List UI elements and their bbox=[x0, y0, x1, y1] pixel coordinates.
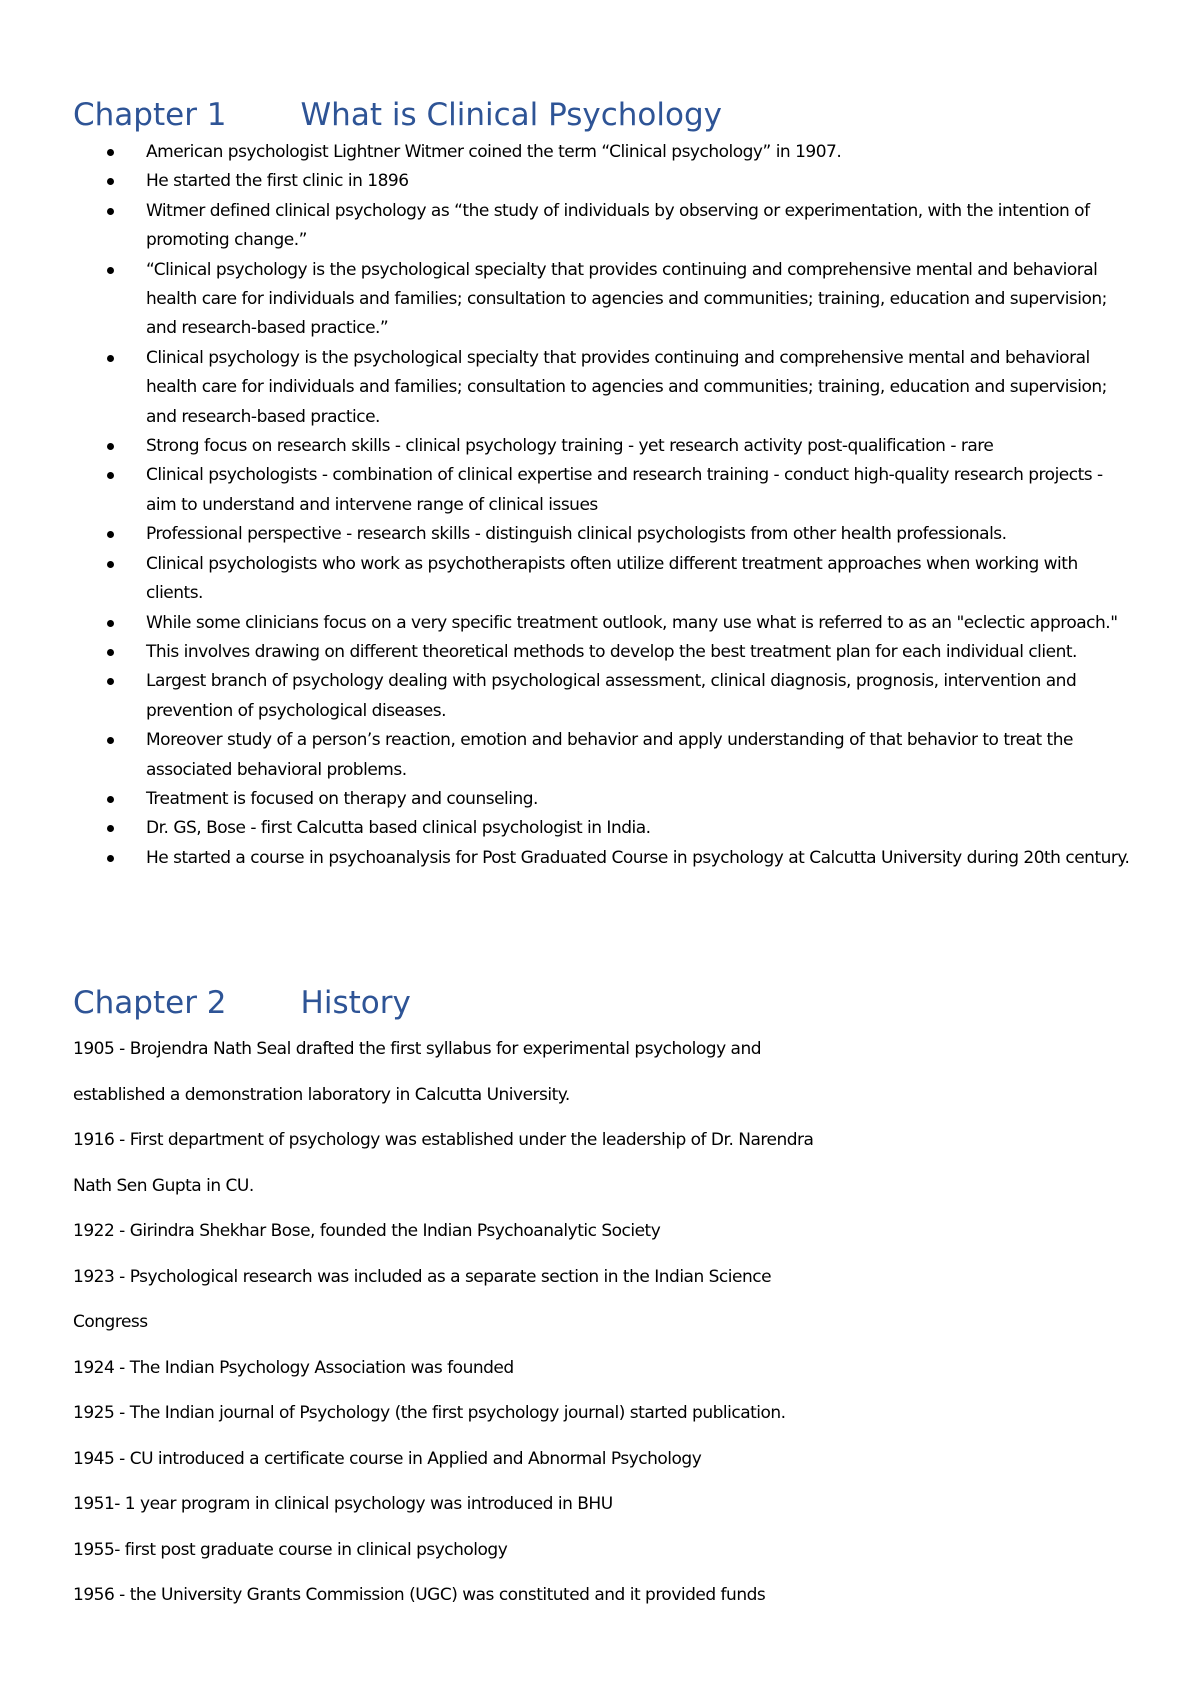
chapter-number: Chapter 2 bbox=[73, 985, 227, 1021]
list-item bbox=[0, 667, 1200, 726]
list-item bbox=[0, 256, 1200, 344]
chapter-1-bullet-list bbox=[0, 138, 1200, 873]
list-item bbox=[0, 814, 1200, 843]
list-item-text: Dr. GS, Bose - first Calcutta based clinical psychologist in India. bbox=[146, 818, 651, 839]
list-item-text: While some clinicians focus on a very specific treatment outlook, many use what is referred to as an "eclectic approach." bbox=[146, 612, 1118, 633]
bullet-icon bbox=[107, 267, 114, 274]
timeline-line: 1905 - Brojendra Nath Seal drafted the first syllabus for experimental psychology and bbox=[73, 1039, 762, 1059]
timeline-line: 1956 - the University Grants Commission (UGC) was constituted and it provided funds bbox=[73, 1585, 766, 1605]
history-timeline bbox=[73, 1027, 1133, 1619]
timeline-line: 1951- 1 year program in clinical psychology was introduced in BHU bbox=[73, 1494, 613, 1514]
list-item bbox=[0, 461, 1200, 520]
bullet-icon bbox=[107, 178, 114, 185]
bullet-icon bbox=[107, 531, 114, 538]
bullet-icon bbox=[107, 472, 114, 479]
bullet-icon bbox=[107, 561, 114, 568]
list-item bbox=[0, 550, 1200, 609]
timeline-line: 1924 - The Indian Psychology Association was founded bbox=[73, 1357, 514, 1378]
bullet-icon bbox=[107, 825, 114, 832]
list-item bbox=[0, 844, 1200, 873]
bullet-icon bbox=[107, 149, 114, 156]
list-item-text: Professional perspective - research skills - distinguish clinical psychologists from other health professionals. bbox=[146, 524, 1007, 545]
list-item-text: Clinical psychologists - combination of clinical expertise and research training - conduct high-quality research projects - aim to understand and intervene range of clinical issues bbox=[146, 465, 1103, 515]
list-item bbox=[0, 138, 1200, 167]
bullet-icon bbox=[107, 737, 114, 744]
list-item bbox=[0, 520, 1200, 549]
chapter-title: History bbox=[300, 985, 411, 1021]
list-item-text: This involves drawing on different theoretical methods to develop the best treatment plan for each individual client. bbox=[146, 641, 1077, 662]
bullet-icon bbox=[107, 678, 114, 685]
bullet-icon bbox=[107, 796, 114, 803]
list-item bbox=[0, 432, 1200, 461]
list-item bbox=[0, 609, 1200, 638]
timeline-line: 1945 - CU introduced a certificate course in Applied and Abnormal Psychology bbox=[73, 1448, 702, 1469]
list-item bbox=[0, 785, 1200, 814]
list-item-text: Largest branch of psychology dealing with psychological assessment, clinical diagnosis, prognosis, intervention and prevention of psychological diseases. bbox=[146, 671, 1077, 721]
list-item-text: Strong focus on research skills - clinical psychology training - yet research activity post-qualification - rare bbox=[146, 436, 994, 457]
timeline-line: Congress bbox=[73, 1312, 148, 1332]
list-item-text: Treatment is focused on therapy and counseling. bbox=[146, 788, 538, 809]
bullet-icon bbox=[107, 355, 114, 362]
list-item-text: Witmer defined clinical psychology as “the study of individuals by observing or experimentation, with the intention of promoting change.” bbox=[146, 200, 1090, 251]
list-item-text: He started the first clinic in 1896 bbox=[146, 171, 409, 192]
timeline-line: 1955- first post graduate course in clinical psychology bbox=[73, 1539, 508, 1560]
list-item bbox=[0, 197, 1200, 256]
timeline-line: 1925 - The Indian journal of Psychology (the first psychology journal) started publication. bbox=[73, 1403, 786, 1423]
timeline-line: established a demonstration laboratory in Calcutta University. bbox=[73, 1084, 570, 1105]
bullet-icon bbox=[107, 620, 114, 627]
timeline-line: 1922 - Girindra Shekhar Bose, founded the Indian Psychoanalytic Society bbox=[73, 1221, 661, 1241]
list-item bbox=[0, 167, 1200, 196]
list-item-text: American psychologist Lightner Witmer coined the term “Clinical psychology” in 1907. bbox=[146, 142, 842, 162]
list-item bbox=[0, 344, 1200, 432]
list-item bbox=[0, 638, 1200, 667]
list-item-text: Moreover study of a person’s reaction, emotion and behavior and apply understanding of that behavior to treat the associated behavioral problems. bbox=[146, 730, 1073, 780]
chapter-1-heading bbox=[73, 97, 722, 133]
chapter-title: What is Clinical Psychology bbox=[300, 97, 722, 133]
list-item-text: “Clinical psychology is the psychological specialty that provides continuing and comprehensive mental and behavioral health care for individuals and families; consultation to agencies and communities; training, education and supervision; and research-based practice.” bbox=[146, 259, 1107, 339]
timeline-line: Nath Sen Gupta in CU. bbox=[73, 1175, 254, 1196]
bullet-icon bbox=[107, 649, 114, 656]
list-item bbox=[0, 726, 1200, 785]
list-item-text: Clinical psychologists who work as psychotherapists often utilize different treatment approaches when working with clients. bbox=[146, 553, 1078, 604]
bullet-icon bbox=[107, 855, 114, 862]
bullet-icon bbox=[107, 208, 114, 215]
bullet-icon bbox=[107, 443, 114, 450]
chapter-number: Chapter 1 bbox=[73, 97, 227, 133]
list-item-text: He started a course in psychoanalysis for Post Graduated Course in psychology at Calcutta University during 20th century. bbox=[146, 847, 1130, 868]
timeline-line: 1916 - First department of psychology was established under the leadership of Dr. Narendra bbox=[73, 1130, 814, 1150]
timeline-line: 1923 - Psychological research was included as a separate section in the Indian Science bbox=[73, 1266, 772, 1287]
list-item-text: Clinical psychology is the psychological specialty that provides continuing and comprehensive mental and behavioral health care for individuals and families; consultation to agencies and communities; training, education and supervision; and research-based practice. bbox=[146, 347, 1107, 427]
chapter-2-heading bbox=[73, 985, 411, 1021]
